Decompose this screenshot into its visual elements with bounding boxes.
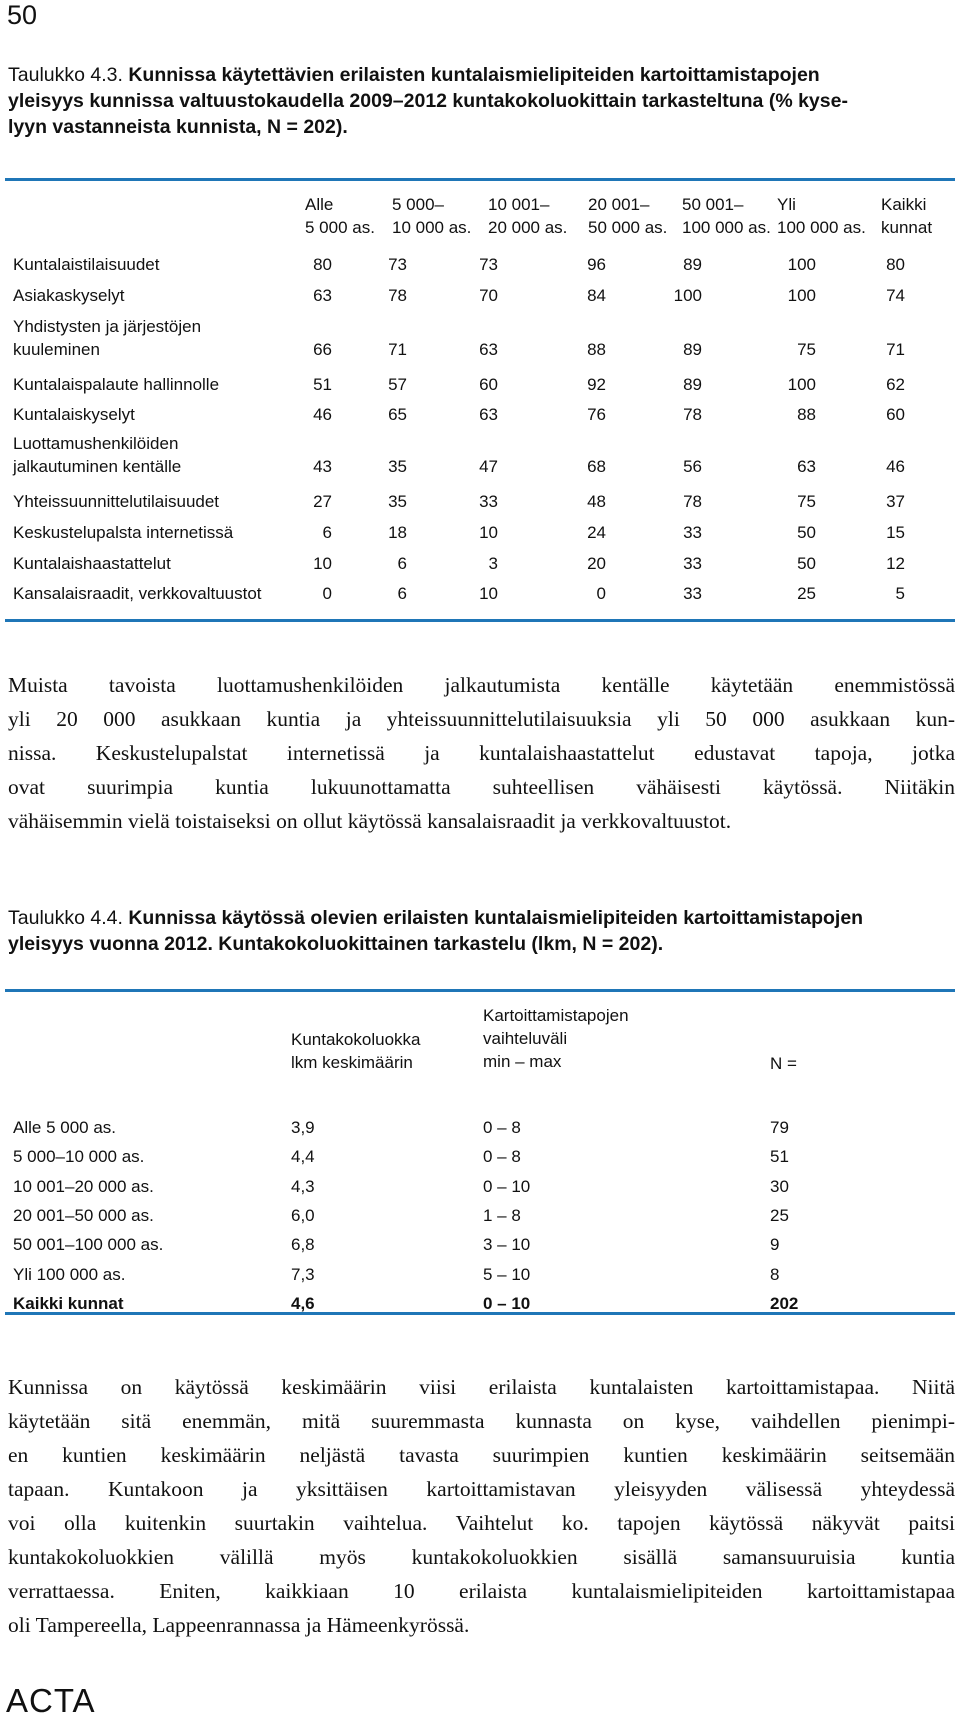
row-label (13, 521, 233, 544)
table-cell: 76 (587, 405, 606, 424)
table-cell: 6 (397, 584, 407, 603)
paragraph-line: Kunnissa on käytössä keskimäärin viisi erilaista kuntalaisten kartoittamistapaa. Niitä (8, 1375, 955, 1399)
table1-header-col-4 (588, 193, 667, 239)
table-cell-avg: 3,9 (291, 1118, 315, 1137)
table-cell-n: 51 (770, 1147, 789, 1167)
row-label-line: Kansalaisraadit, verkkovaltuustot (13, 584, 262, 603)
table-cell: 80 (313, 255, 332, 274)
table-cell-n: 25 (770, 1205, 789, 1225)
header-line: 20 000 as. (488, 218, 568, 237)
row-label-line: Asiakaskyselyt (13, 286, 125, 305)
header-line: vaihteluväli (483, 1029, 568, 1048)
table-cell: 0 (596, 584, 606, 603)
table-cell: 88 (587, 340, 606, 359)
row-label-line: Keskustelupalsta internetissä (13, 523, 234, 542)
row-label (13, 373, 219, 396)
table-cell: 66 (313, 340, 332, 359)
table-cell: 60 (886, 405, 905, 424)
table-cell: 25 (797, 584, 816, 603)
table2-header-avg (291, 1028, 420, 1074)
table1-caption-line-3: lyyn vastanneista kunnista, N = 202). (8, 116, 348, 138)
table-cell-avg: 6,0 (291, 1205, 315, 1225)
table-cell: 0 (322, 584, 332, 603)
table-cell-avg: 4,6 (291, 1293, 315, 1313)
table-cell: 70 (479, 286, 498, 305)
table-cell: 35 (388, 492, 407, 511)
table-cell: 33 (479, 492, 498, 511)
table-cell: 3 (488, 554, 498, 573)
paragraph-1 (8, 668, 955, 838)
row-label-line: Kuntalaispalaute hallinnolle (13, 375, 220, 394)
table-cell: 10 (313, 554, 332, 573)
table-cell: 100 (673, 286, 702, 305)
table-cell: 89 (683, 255, 702, 274)
table-cell-label: Kaikki kunnat (13, 1293, 124, 1313)
table-cell: 78 (683, 492, 702, 511)
table-cell: 27 (313, 492, 332, 511)
table-cell: 75 (797, 492, 816, 511)
paragraph-line: ovat suurimpia kuntia lukuunottamatta suhteellisen vähäisesti käytössä. Niitäkin (8, 775, 955, 799)
table-cell-range: 0 – 8 (483, 1118, 521, 1137)
table1-header-col-3 (488, 193, 567, 239)
table-cell-n: 8 (770, 1264, 780, 1284)
table-cell: 75 (797, 340, 816, 359)
table-cell: 89 (683, 375, 702, 394)
table-cell-label: 10 001–20 000 as. (13, 1176, 154, 1196)
paragraph-2 (8, 1370, 955, 1642)
table-cell: 6 (397, 554, 407, 573)
header-line: 5 000– (392, 195, 444, 214)
header-line: Yli (777, 195, 796, 214)
table-cell-n: 79 (770, 1118, 789, 1137)
table1-header-col-2 (392, 193, 471, 239)
row-label-line: Luottamushenkilöiden (13, 434, 179, 453)
row-label-line: Yhteissuunnittelutilaisuudet (13, 492, 220, 511)
table-cell: 33 (683, 554, 702, 573)
header-line: kunnat (881, 218, 933, 237)
table-cell-label: 5 000–10 000 as. (13, 1147, 145, 1167)
header-line: Alle (305, 195, 334, 214)
header-line: N = (770, 1054, 797, 1073)
table-cell: 50 (797, 554, 816, 573)
table-cell-label: 20 001–50 000 as. (13, 1205, 154, 1225)
row-label-line: Kuntalaiskyselyt (13, 405, 135, 424)
table-cell: 48 (587, 492, 606, 511)
table-cell: 84 (587, 286, 606, 305)
table-cell: 92 (587, 375, 606, 394)
table-cell-range: 3 – 10 (483, 1235, 531, 1255)
table1-caption-label: Taulukko 4.3. (8, 64, 123, 86)
table1-header-col-6 (777, 193, 866, 239)
row-label (13, 403, 135, 426)
header-line: 5 000 as. (305, 218, 375, 237)
table1-header-col-7 (881, 193, 932, 239)
table-cell: 46 (313, 405, 332, 424)
row-label (13, 432, 181, 478)
table1-caption (8, 62, 953, 140)
table-cell: 43 (313, 457, 332, 476)
header-line: 10 000 as. (392, 218, 472, 237)
table-cell-avg: 6,8 (291, 1235, 315, 1255)
table-cell: 100 (787, 286, 816, 305)
table1-caption-line-2: yleisyys kunnissa valtuustokaudella 2009–2012 kuntakokoluokittain tarkasteltuna (% kyse- (8, 90, 848, 112)
table-cell: 6 (322, 523, 332, 542)
row-label-line: Kuntalaishaastattelut (13, 554, 171, 573)
header-line: min – max (483, 1052, 562, 1071)
header-line: 100 000 as. (682, 218, 771, 237)
paragraph-line: en kuntien keskimäärin neljästä tavasta suurimpien kuntien keskimäärin seitsemään (8, 1443, 955, 1467)
table-cell-range: 1 – 8 (483, 1205, 521, 1225)
table1 (5, 178, 955, 622)
table-cell: 62 (886, 375, 905, 394)
table-cell: 100 (787, 375, 816, 394)
table-cell: 71 (388, 340, 407, 359)
header-line: 20 001– (588, 195, 650, 214)
table-cell-range: 0 – 8 (483, 1147, 521, 1167)
table-cell: 15 (886, 523, 905, 542)
header-line: Kaikki (881, 195, 927, 214)
table-cell-label: Alle 5 000 as. (13, 1118, 117, 1137)
table-cell-label: 50 001–100 000 as. (13, 1235, 164, 1255)
row-label-line: Kuntalaistilaisuudet (13, 255, 160, 274)
table-cell-label: Yli 100 000 as. (13, 1264, 126, 1284)
table-cell: 68 (587, 457, 606, 476)
table-cell: 10 (479, 584, 498, 603)
table-cell: 57 (388, 375, 407, 394)
table2-caption-line-2: yleisyys vuonna 2012. Kuntakokoluokittainen tarkastelu (lkm, N = 202). (8, 933, 664, 955)
table1-caption-line-1: Kunnissa käytettävien erilaisten kuntalaismielipiteiden kartoittamistapojen (128, 64, 820, 86)
row-label-line: Yhdistysten ja järjestöjen (13, 317, 202, 336)
table-cell: 63 (479, 340, 498, 359)
table-cell-avg: 4,4 (291, 1147, 315, 1167)
table-cell: 71 (886, 340, 905, 359)
table-cell: 12 (886, 554, 905, 573)
paragraph-line: nissa. Keskustelupalstat internetissä ja kuntalaishaastattelut edustavat tapoja, jotka (8, 741, 955, 765)
table1-header-col-5 (682, 193, 771, 239)
table-cell: 37 (886, 492, 905, 511)
table-cell: 89 (683, 340, 702, 359)
table-cell-n: 30 (770, 1176, 789, 1196)
paragraph-line: kuntakokoluokkien välillä myös kuntakokoluokkien sisällä samansuuruisia kuntia (8, 1545, 955, 1569)
table-cell: 73 (388, 255, 407, 274)
table-cell: 33 (683, 584, 702, 603)
table-cell: 100 (787, 255, 816, 274)
table-cell: 63 (479, 405, 498, 424)
table2-header-range (483, 1004, 629, 1073)
row-label (13, 490, 219, 513)
row-label-line: jalkautuminen kentälle (13, 457, 182, 476)
table-cell: 65 (388, 405, 407, 424)
table-cell: 33 (683, 523, 702, 542)
table-cell: 20 (587, 554, 606, 573)
table2 (5, 989, 955, 1315)
paragraph-line: yli 20 000 asukkaan kuntia ja yhteissuunnittelutilaisuuksia yli 50 000 asukkaan kun- (8, 707, 955, 731)
table-cell: 46 (886, 457, 905, 476)
paragraph-line: verrattaessa. Eniten, kaikkiaan 10 erilaista kuntalaismielipiteiden kartoittamistapaa (8, 1579, 955, 1603)
table-cell-avg: 4,3 (291, 1176, 315, 1196)
table-cell: 51 (313, 375, 332, 394)
header-line: Kartoittamistapojen (483, 1006, 629, 1025)
row-label (13, 253, 159, 276)
table-cell-range: 0 – 10 (483, 1293, 531, 1313)
table-cell: 56 (683, 457, 702, 476)
header-line: 100 000 as. (777, 218, 866, 237)
table-cell: 80 (886, 255, 905, 274)
paragraph-line: voi olla kuitenkin suurtakin vaihtelua. Vaihtelut ko. tapojen käytössä näkyvät paitsi (8, 1511, 955, 1535)
row-label-line: kuuleminen (13, 340, 100, 359)
table-cell: 5 (895, 584, 905, 603)
table-cell: 78 (683, 405, 702, 424)
table-cell: 63 (313, 286, 332, 305)
table2-caption-label: Taulukko 4.4. (8, 907, 123, 929)
table-cell: 24 (587, 523, 606, 542)
paragraph-line: vähäisemmin vielä toistaiseksi on ollut käytössä kansalaisraadit ja verkkovaltuustot. (8, 809, 732, 833)
header-line: 50 001– (682, 195, 744, 214)
table-cell: 73 (479, 255, 498, 274)
acta-logo: ACTA (6, 1682, 96, 1719)
table-cell: 50 (797, 523, 816, 542)
table2-caption-line-1: Kunnissa käytössä olevien erilaisten kuntalaismielipiteiden kartoittamistapojen (128, 907, 864, 929)
paragraph-line: käytetään sitä enemmän, mitä suuremmasta kunnasta on kyse, vaihdellen pienimpi- (8, 1409, 955, 1433)
table-cell: 35 (388, 457, 407, 476)
table-cell-avg: 7,3 (291, 1264, 315, 1284)
header-line: lkm keskimäärin (291, 1053, 413, 1072)
table1-header-col-1 (305, 193, 375, 239)
table-cell: 10 (479, 523, 498, 542)
table-cell: 47 (479, 457, 498, 476)
table2-header-n (770, 1052, 797, 1075)
header-line: 50 000 as. (588, 218, 668, 237)
table2-caption (8, 905, 953, 957)
table-cell: 18 (388, 523, 407, 542)
header-line: 10 001– (488, 195, 550, 214)
paragraph-line: oli Tampereella, Lappeenrannassa ja Hämeenkyrössä. (8, 1613, 470, 1637)
table-cell-range: 0 – 10 (483, 1176, 531, 1196)
table-cell-n: 9 (770, 1235, 780, 1255)
table-cell: 60 (479, 375, 498, 394)
header-line: Kuntakokoluokka (291, 1030, 421, 1049)
row-label (13, 315, 201, 361)
row-label (13, 582, 262, 605)
table-cell-range: 5 – 10 (483, 1264, 531, 1284)
table-cell: 63 (797, 457, 816, 476)
paragraph-line: Muista tavoista luottamushenkilöiden jalkautumista kentälle käytetään enemmistössä (8, 673, 955, 697)
row-label (13, 552, 171, 575)
row-label (13, 284, 124, 307)
table-cell-n: 202 (770, 1293, 799, 1313)
paragraph-line: tapaan. Kuntakoon ja yksittäisen kartoittamistavan yleisyyden välisessä yhteydessä (8, 1477, 955, 1501)
page-number: 50 (7, 0, 38, 30)
table-cell: 78 (388, 286, 407, 305)
table-cell: 88 (797, 405, 816, 424)
table-cell: 96 (587, 255, 606, 274)
table-cell: 74 (886, 286, 905, 305)
